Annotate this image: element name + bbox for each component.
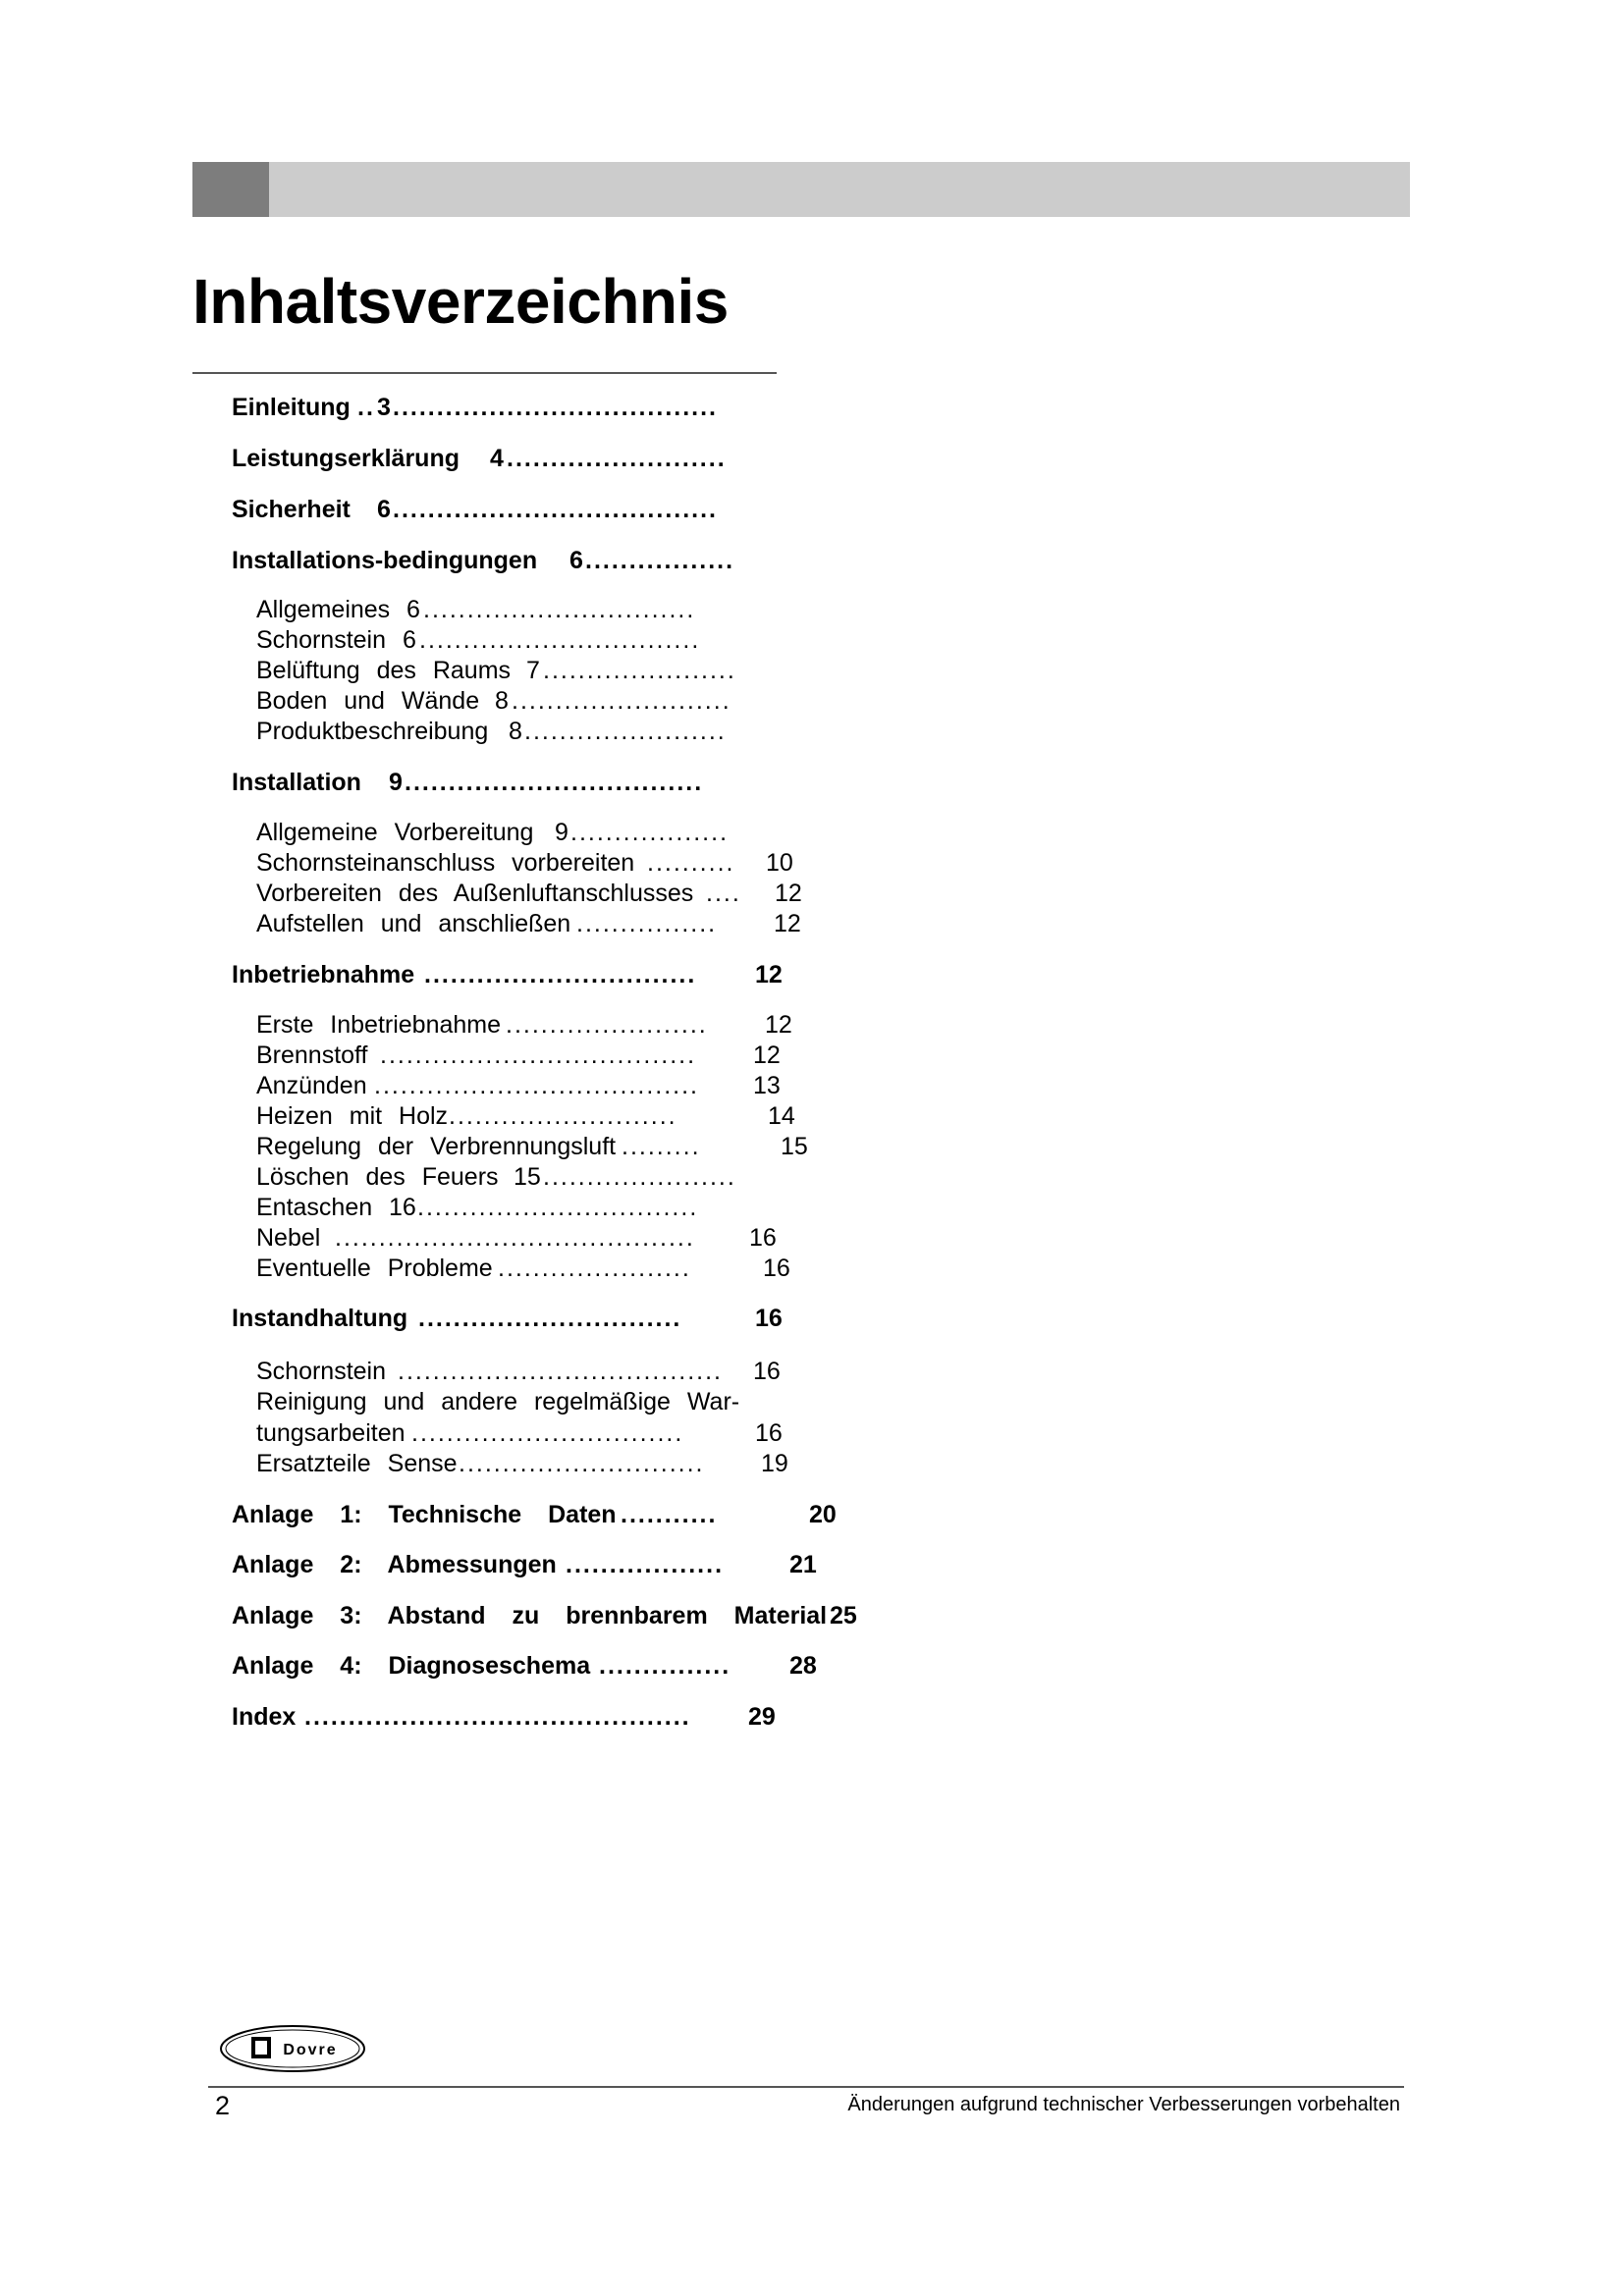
leader-dots: .......................... [449, 1102, 677, 1130]
toc-entry-title: Leistungserklärung [232, 445, 460, 472]
toc-entry-page: 6 [377, 496, 391, 523]
leader-dots: ............... [599, 1652, 731, 1680]
svg-text:Dovre: Dovre [283, 2042, 338, 2058]
toc-entry-title: Schornsteinanschluss vorbereiten [256, 849, 635, 877]
toc-entry[interactable] [256, 1102, 795, 1130]
footer-note: Änderungen aufgrund technischer Verbesserungen vorbehalten [847, 2094, 1400, 2115]
toc-entry-title: Einleitung [232, 394, 351, 421]
leader-dots: ......................... [512, 687, 731, 715]
toc-entry-page: 7 [526, 657, 540, 684]
toc-entry[interactable] [232, 1551, 817, 1578]
toc-entry-title: Schornstein [256, 626, 387, 654]
toc-entry-page: 19 [761, 1450, 788, 1477]
toc-entry[interactable] [256, 1255, 790, 1282]
toc-entry[interactable] [256, 1011, 792, 1039]
leader-dots: ......................... [507, 445, 727, 472]
leader-dots: ....................... [506, 1011, 708, 1039]
toc-entry[interactable] [232, 445, 727, 472]
toc-entry-title: tungsarbeiten [256, 1419, 406, 1447]
toc-entry-title: Brennstoff [256, 1041, 368, 1069]
toc-entry-page: 25 [830, 1602, 857, 1629]
toc-entry[interactable] [256, 596, 696, 623]
toc-entry-title: Inbetriebnahme [232, 961, 415, 988]
toc-entry[interactable] [256, 657, 736, 684]
toc-entry-title: Ersatzteile Sense [256, 1450, 458, 1477]
toc-entry-page: 6 [569, 547, 583, 574]
toc-entry-page: 16 [749, 1224, 777, 1252]
toc-entry-title: Boden und Wände [256, 687, 480, 715]
toc-entry-page: 10 [766, 849, 793, 877]
toc-entry-page: 3 [377, 394, 391, 421]
leader-dots: ............................................ [304, 1703, 691, 1731]
toc-entry[interactable] [256, 1390, 739, 1415]
toc-entry[interactable] [256, 1163, 736, 1191]
toc-entry-page: 15 [514, 1163, 541, 1191]
toc-entry[interactable] [256, 1072, 781, 1099]
toc-entry-title: Anlage 3: Abstand zu brennbarem Material [232, 1602, 828, 1629]
toc-entry-page: 12 [753, 1041, 781, 1069]
toc-entry-title: Allgemeine Vorbereitung [256, 819, 534, 846]
leader-dots: ..................................... [398, 1358, 723, 1385]
toc-entry-page: 9 [389, 769, 403, 796]
toc-entry[interactable] [232, 496, 718, 523]
leader-dots: .................................... [380, 1041, 697, 1069]
toc-entry[interactable] [256, 849, 793, 877]
toc-entry-title: Anzünden [256, 1072, 367, 1099]
leader-dots: .............................. [418, 1305, 682, 1332]
toc-entry-title: Index [232, 1703, 297, 1731]
toc-entry-title: Reinigung und andere regelmäßige War- [256, 1388, 740, 1415]
leader-dots: ............................... [424, 961, 697, 988]
leader-dots: ................................ [419, 626, 701, 654]
toc-entry[interactable] [232, 769, 704, 796]
toc-entry-page: 28 [789, 1652, 817, 1680]
page-title: Inhaltsverzeichnis [192, 266, 729, 337]
leader-dots: ...................... [543, 1163, 736, 1191]
toc-entry[interactable] [232, 1703, 776, 1731]
leader-dots: ..................................... [393, 496, 718, 523]
toc-entry[interactable] [256, 687, 731, 715]
toc-entry[interactable] [256, 819, 730, 846]
toc-entry[interactable] [256, 1450, 788, 1477]
leader-dots: ...................... [498, 1255, 691, 1282]
toc-entry-page: 12 [755, 961, 783, 988]
toc-entry[interactable]: Einleitung .. 3 ..................................... [232, 394, 718, 421]
toc-entry-title: Instandhaltung [232, 1305, 408, 1332]
toc-entry-page: 13 [753, 1072, 781, 1099]
toc-entry-title: Allgemeines [256, 596, 391, 623]
toc-entry[interactable] [232, 961, 783, 988]
toc-entry-page: 16 [763, 1255, 790, 1282]
toc-entry-page: 4 [490, 445, 504, 472]
toc-entry-title: Anlage 4: Diagnoseschema [232, 1652, 591, 1680]
toc-entry[interactable] [232, 1305, 783, 1332]
toc-entry-page: 16 [389, 1194, 416, 1221]
footer-divider [208, 2086, 1404, 2088]
toc-entry[interactable] [256, 718, 727, 745]
toc-entry-page: 12 [774, 910, 801, 937]
toc-entry-page: 20 [809, 1501, 837, 1528]
toc-entry-title: Erste Inbetriebnahme [256, 1011, 502, 1039]
toc-entry-title: Anlage 2: Abmessungen [232, 1551, 557, 1578]
leader-dots: ......... [622, 1133, 701, 1160]
toc-entry[interactable] [232, 547, 735, 574]
dovre-logo [218, 2023, 367, 2074]
toc-entry-page: 8 [495, 687, 509, 715]
toc-entry-page: 21 [789, 1551, 817, 1578]
toc-entry[interactable] [256, 1224, 777, 1252]
toc-entry-page: 6 [403, 626, 416, 654]
toc-entry-page: 9 [555, 819, 568, 846]
toc-entry-title: Nebel [256, 1224, 321, 1252]
toc-entry[interactable] [256, 1194, 699, 1221]
leader-dots: ......................................... [335, 1224, 695, 1252]
leader-dots: .......... [647, 849, 735, 877]
toc-entry[interactable] [232, 1501, 837, 1528]
leader-dots: ................ [576, 910, 718, 937]
toc-entry[interactable] [232, 1602, 857, 1629]
toc-entry[interactable] [256, 1133, 808, 1160]
toc-entry-title: Sicherheit [232, 496, 351, 523]
toc-entry[interactable] [232, 1652, 817, 1680]
toc-entry[interactable] [256, 880, 802, 907]
leader-dots: ..................................... [393, 394, 718, 421]
toc-entry-title: Regelung der Verbrennungsluft [256, 1133, 617, 1160]
leader-dots: ..................................... [374, 1072, 699, 1099]
toc-entry-page: 12 [765, 1011, 792, 1039]
leader-dots: .... [706, 880, 741, 907]
leader-dots: ................................ [417, 1194, 699, 1221]
toc-entry-title: Anlage 1: Technische Daten [232, 1501, 617, 1528]
toc-entry[interactable] [256, 1419, 783, 1447]
toc-entry-page: 16 [755, 1419, 783, 1447]
leader-dots: ....................... [524, 718, 727, 745]
toc-entry-title: Aufstellen und anschließen [256, 910, 571, 937]
leader-dots: ............................... [411, 1419, 684, 1447]
toc-entry-page: 12 [775, 880, 802, 907]
leader-dots: ........... [621, 1501, 718, 1528]
toc-entry-title: Vorbereiten des Außenluftanschlusses [256, 880, 694, 907]
toc-entry-title: Eventuelle Probleme [256, 1255, 493, 1282]
toc-entry-title: Produktbeschreibung [256, 718, 489, 745]
leader-dots: ...................... [543, 657, 736, 684]
toc-entry-title: Schornstein [256, 1358, 387, 1385]
toc-entry-page: 16 [753, 1358, 781, 1385]
toc-entry[interactable] [256, 910, 801, 937]
toc-entry-page: 6 [406, 596, 420, 623]
toc-entry-page: 16 [755, 1305, 783, 1332]
leader-dots: ............................ [459, 1450, 705, 1477]
page-number: 2 [215, 2091, 231, 2120]
toc-entry-title: Belüftung des Raums [256, 657, 512, 684]
toc-entry-page: 15 [781, 1133, 808, 1160]
toc-entry[interactable] [256, 626, 701, 654]
leader-dots: .................................. [405, 769, 704, 796]
leader-dots: .................. [566, 1551, 725, 1578]
leader-dots: ................. [585, 547, 735, 574]
toc-entry-title: Entaschen [256, 1194, 373, 1221]
toc-entry-title: Installation [232, 769, 361, 796]
toc-entry-page: 8 [509, 718, 522, 745]
leader-dots: ............................... [423, 596, 696, 623]
toc-entry-page: 14 [768, 1102, 795, 1130]
toc-entry[interactable] [256, 1358, 781, 1385]
toc-entry-page: 29 [748, 1703, 776, 1731]
toc-entry-title: Heizen mit Holz [256, 1102, 449, 1130]
leader-dots: .................. [570, 819, 730, 846]
toc-entry-title: Löschen des Feuers [256, 1163, 499, 1191]
toc-entry[interactable] [256, 1041, 781, 1069]
toc-entry-title: Installations-bedingungen [232, 547, 538, 574]
